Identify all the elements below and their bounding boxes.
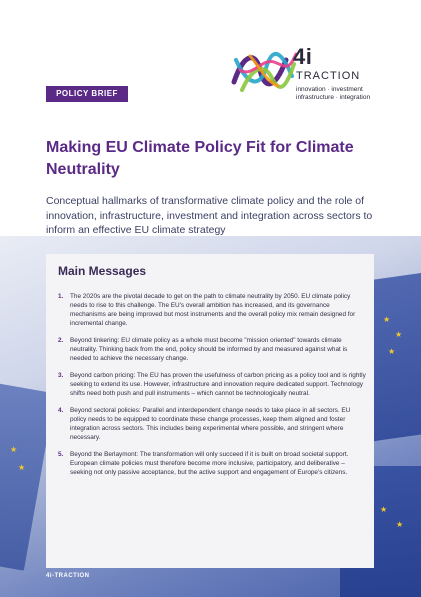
- brand-name-line2: TRACTION: [296, 70, 361, 82]
- footer-brand: 4i-TRACTION: [46, 573, 90, 579]
- brand-tagline-line2: infrastructure · integration: [296, 94, 371, 101]
- flag-star-icon: ★: [18, 463, 26, 472]
- list-item: [58, 371, 366, 398]
- main-messages-heading: Main Messages: [58, 264, 147, 278]
- policy-brief-badge: POLICY BRIEF: [46, 86, 128, 102]
- page-subtitle: Conceptual hallmarks of transformative climate policy and the role of innovation, infrastructure, investment and integration across sectors to inform an effective EU climate strategy: [46, 195, 373, 236]
- list-item-number: 4.: [58, 407, 64, 414]
- flag-star-icon: ★: [396, 520, 404, 529]
- flag-star-icon: ★: [388, 347, 396, 356]
- list-item-text: Beyond sectoral policies: Parallel and interdependent change needs to take place in all sectors. EU policy needs to be equipped to coordinate these change processes, keep them aligned and foster integration across sectors. This includes being experimental where possible, and stringent where necessary.: [70, 407, 351, 441]
- list-item: [58, 406, 366, 442]
- page-title: Making EU Climate Policy Fit for Climate Neutrality: [46, 139, 354, 178]
- list-item-number: 1.: [58, 293, 64, 300]
- flag-star-icon: ★: [10, 445, 18, 454]
- flag-star-icon: ★: [395, 330, 403, 339]
- flag-star-icon: ★: [383, 315, 391, 324]
- main-messages-list: [58, 292, 366, 485]
- list-item-text: Beyond carbon pricing: The EU has proven the usefulness of carbon pricing as a policy tool and is rightly seeking to extend its use. However, infrastructure and innovation require dedicated support. Technology shifts need both push and pull instruments – which cannot be technologically neutral.: [70, 372, 366, 397]
- list-item: [58, 292, 366, 328]
- list-item-text: The 2020s are the pivotal decade to get on the path to climate neutrality by 2050. EU climate policy needs to rise to this challenge. The EU's overall ambition has increased, and its governance mechanisms are being improved but most instruments and the overall policy mix remain designed for incremental change.: [70, 293, 356, 327]
- list-item-text: Beyond the Berlaymont: The transformation will only succeed if it is built on broad societal support. European climate policies must therefore become more inclusive, participatory, and deliberative – seeking not only passive acceptance, but the active support and engagement of Europe's citizens.: [70, 451, 349, 476]
- brand-name: 4i: [293, 44, 313, 69]
- flag-star-icon: ★: [380, 505, 388, 514]
- 4i-traction-logo-icon: [230, 42, 300, 98]
- list-item-number: 5.: [58, 451, 64, 458]
- list-item-text: Beyond tinkering: EU climate policy as a whole must become "mission oriented" towards climate neutrality. Thinking back from the end, policy should be informed by and measured against what is needed to achieve the necessary change.: [70, 337, 348, 362]
- brand-tagline-line1: innovation · investment: [296, 86, 363, 93]
- list-item-number: 3.: [58, 372, 64, 379]
- list-item: [58, 450, 366, 477]
- list-item-number: 2.: [58, 337, 64, 344]
- main-messages-box: [46, 254, 374, 568]
- list-item: [58, 336, 366, 363]
